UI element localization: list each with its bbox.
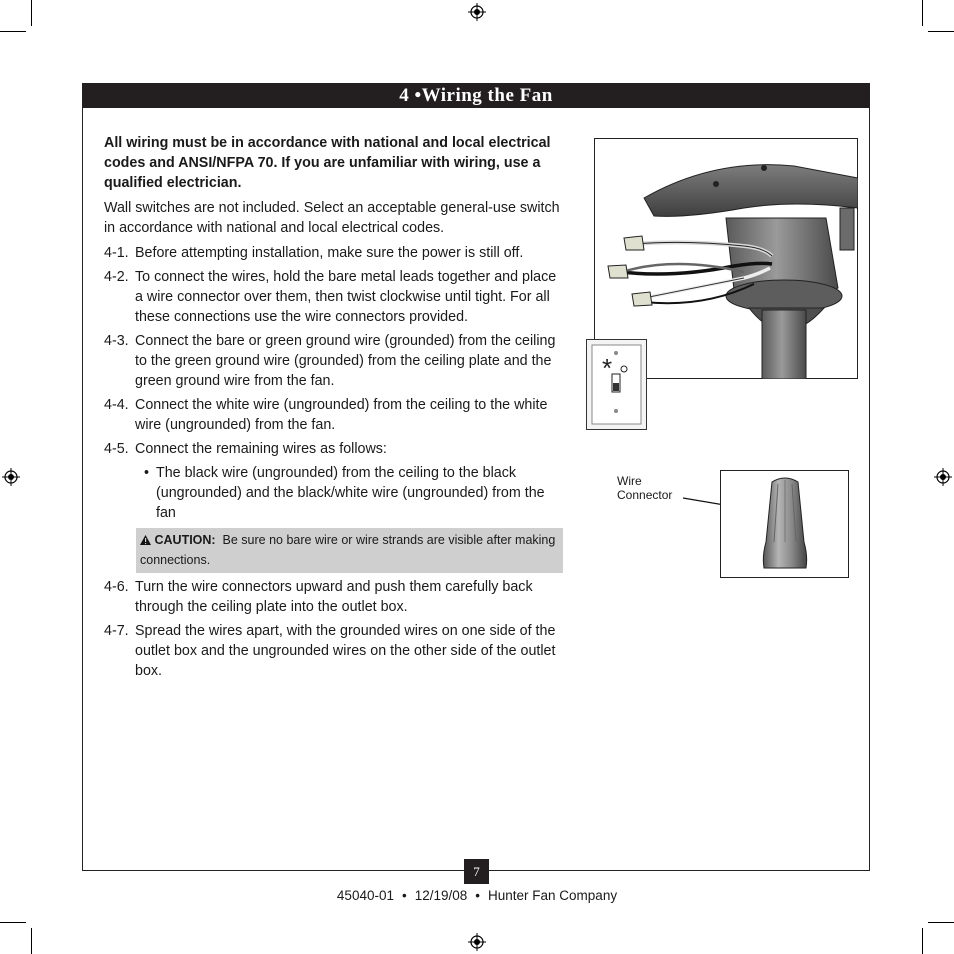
- step-item: [104, 267, 566, 327]
- step-text: Turn the wire connectors upward and push them carefully back through the ceiling plate into the outlet box.: [135, 579, 533, 615]
- wire-connector-illustration: [720, 470, 849, 578]
- switch-note: Wall switches are not included. Select an acceptable general-use switch in accordance with national and local electrical codes.: [104, 200, 560, 236]
- crop-mark: [928, 31, 954, 32]
- footer-separator: •: [401, 888, 407, 903]
- crop-mark: [922, 928, 923, 954]
- warning-triangle-icon: [140, 535, 151, 545]
- registration-mark-icon: [468, 933, 486, 951]
- step-text: Before attempting installation, make sure the power is still off.: [135, 245, 524, 261]
- step-item: [104, 621, 566, 681]
- bullet-text: The black wire (ungrounded) from the ceiling to the black (ungrounded) and the black/white wire (ungrounded) from the fan: [156, 465, 545, 521]
- crop-mark: [928, 922, 954, 923]
- footer-date: 12/19/08: [414, 888, 468, 903]
- step-text: Connect the bare or green ground wire (grounded) from the ceiling to the green ground wire (grounded) from the ceiling plate and the green ground wire from the fan.: [135, 333, 556, 389]
- step-text: Spread the wires apart, with the grounded wires on one side of the outlet box and the ungrounded wires on the other side of the outlet box.: [135, 623, 556, 679]
- footer: [0, 888, 954, 903]
- step-number: 4-7.: [104, 623, 129, 639]
- crop-mark: [922, 0, 923, 26]
- footer-separator: •: [475, 888, 481, 903]
- wiring-warning: All wiring must be in accordance with national and local electrical codes and ANSI/NFPA 70. If you are unfamiliar with wiring, use a qualified electrician.: [104, 135, 551, 191]
- step-number: 4-6.: [104, 579, 129, 595]
- step-item: [104, 395, 566, 435]
- wall-switch-illustration: [586, 339, 647, 430]
- caution-label: CAUTION:: [154, 533, 216, 547]
- footer-part-number: 45040-01: [336, 888, 394, 903]
- crop-mark: [31, 0, 32, 26]
- step-text: Connect the white wire (ungrounded) from the ceiling to the white wire (ungrounded) from the fan.: [135, 397, 548, 433]
- registration-mark-icon: [934, 468, 952, 486]
- crop-mark: [0, 922, 26, 923]
- section-title: 4 •Wiring the Fan: [82, 83, 870, 108]
- connector-label: [617, 474, 672, 502]
- bullet-symbol: •: [144, 465, 150, 481]
- step-text: Connect the remaining wires as follows:: [135, 441, 387, 457]
- step-item: [104, 331, 566, 391]
- instructions-continued: [104, 577, 566, 685]
- step-number: 4-3.: [104, 333, 129, 349]
- caution-box: [136, 528, 563, 573]
- instructions-column: [104, 133, 566, 529]
- step-number: 4-5.: [104, 441, 129, 457]
- step-number: 4-4.: [104, 397, 129, 413]
- registration-mark-icon: [468, 3, 486, 21]
- crop-mark: [0, 31, 26, 32]
- connector-label-line2: Connector: [617, 488, 673, 502]
- footer-company: Hunter Fan Company: [488, 888, 618, 903]
- bullet-item: [144, 463, 566, 523]
- step-item: [104, 243, 566, 263]
- step-number: 4-2.: [104, 269, 129, 285]
- step-item: [104, 439, 566, 459]
- crop-mark: [31, 928, 32, 954]
- step-text: To connect the wires, hold the bare metal leads together and place a wire connector over them, then twist clockwise until tight. For all these connections use the wire connectors provided.: [135, 269, 557, 325]
- registration-mark-icon: [2, 468, 20, 486]
- step-number: 4-1.: [104, 245, 129, 261]
- connector-label-line1: Wire: [617, 474, 642, 488]
- svg-text:*: *: [602, 353, 613, 383]
- page-number: 7: [464, 859, 489, 884]
- step-item: [104, 577, 566, 617]
- caution-text: Be sure no bare wire or wire strands are visible after making connections.: [140, 533, 556, 567]
